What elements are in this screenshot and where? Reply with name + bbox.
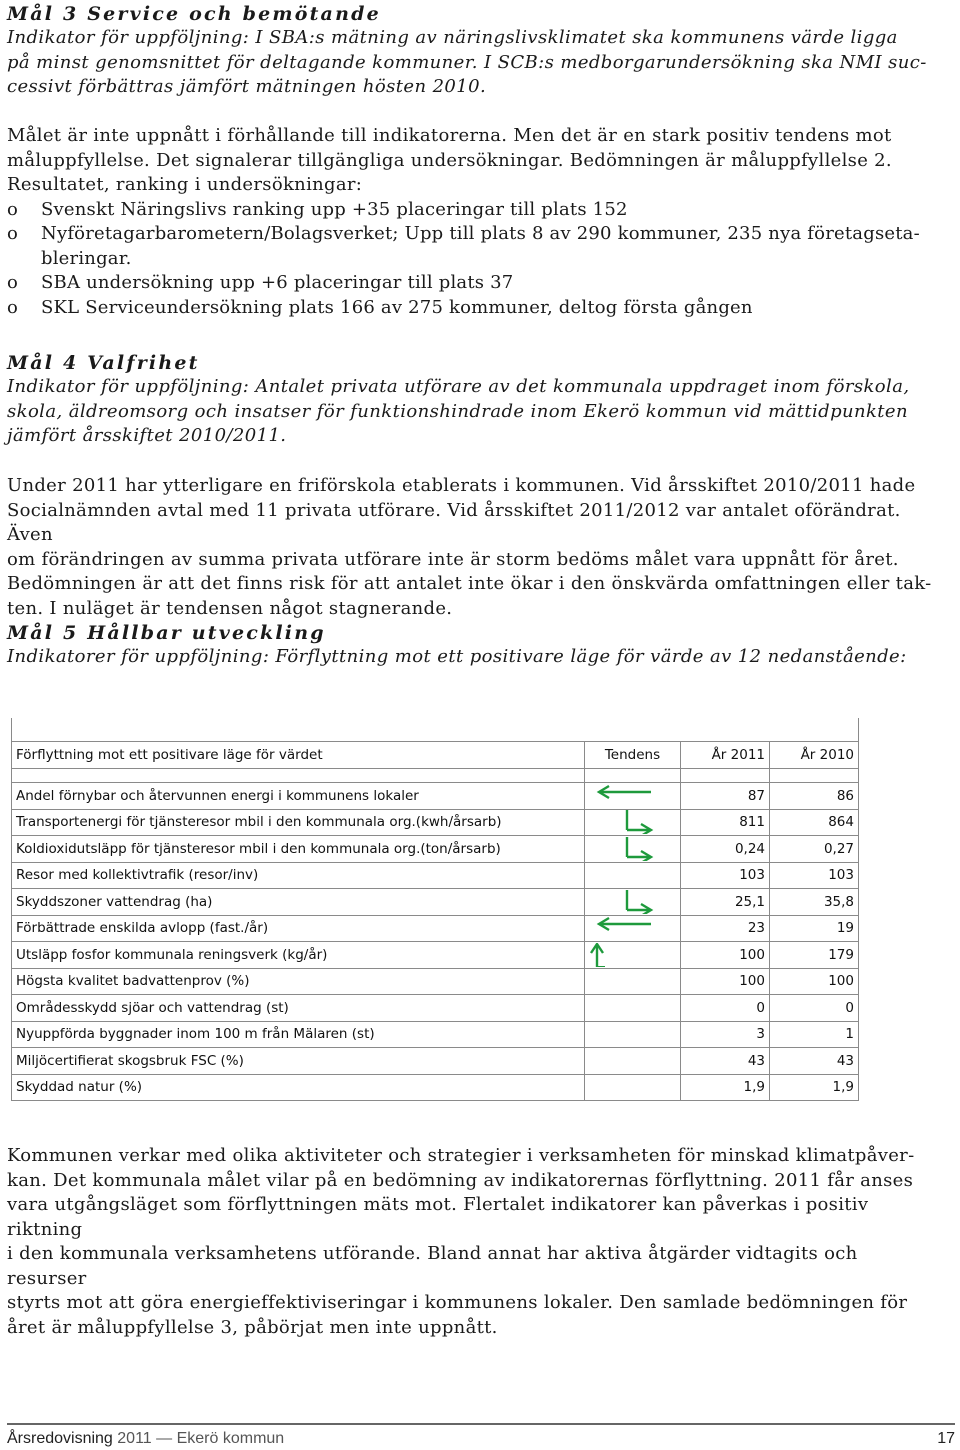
goal3-status-line: Resultatet, ranking i undersökningar: <box>7 174 363 195</box>
trend-cell <box>585 889 681 916</box>
footer-year: 2011 <box>117 1430 152 1447</box>
value-2011: 811 <box>681 809 770 836</box>
goal4-heading: Mål 4 Valfrihet <box>7 352 200 374</box>
bullet-marker: o <box>7 296 19 318</box>
table-row <box>12 915 859 942</box>
table-row <box>12 783 859 810</box>
ranking-list <box>7 198 942 321</box>
goal4-indicator-line: skola, äldreomsorg och insatser för funktionshindrade inom Ekerö kommun vid mättidpunkten <box>7 400 908 422</box>
trend-cell <box>585 862 681 889</box>
footer-title: Årsredovisning <box>7 1430 113 1447</box>
trend-cell <box>585 915 681 942</box>
trend-cell <box>585 942 681 969</box>
trend-cell <box>585 809 681 836</box>
value-2010: 43 <box>770 1048 859 1075</box>
value-2010: 0 <box>770 995 859 1022</box>
indicator-name: Skyddad natur (%) <box>12 1074 585 1101</box>
indicator-name: Resor med kollektivtrafik (resor/inv) <box>12 862 585 889</box>
value-2010: 86 <box>770 783 859 810</box>
goal3-section <box>7 2 942 100</box>
ranking-text: bleringar. <box>41 247 132 269</box>
table-row <box>12 809 859 836</box>
trend-arrow-up-icon <box>585 943 680 967</box>
trend-cell <box>585 836 681 863</box>
bullet-marker: o <box>7 272 19 293</box>
value-2010: 864 <box>770 809 859 836</box>
trend-arrow-down-icon <box>585 837 680 861</box>
ranking-list-item <box>7 271 942 296</box>
trend-arrow-down-icon <box>585 890 680 914</box>
trend-cell <box>585 1021 681 1048</box>
bullet-marker: o <box>7 198 19 220</box>
trend-cell <box>585 995 681 1022</box>
table-gap <box>12 769 859 783</box>
footer-divider <box>7 1423 955 1425</box>
table-top-spacer <box>12 718 859 742</box>
goal5-indicator: Indikatorer för uppföljning: Förflyttning mot ett positivare läge för värde av 12 nedanstående: <box>7 646 907 667</box>
closing-paragraph <box>7 1144 942 1340</box>
value-2010: 103 <box>770 862 859 889</box>
table-header-row <box>12 742 859 769</box>
goal4-body-line: Under 2011 har ytterligare en friförskola etablerats i kommunen. Vid årsskiftet 2010/2011 hade <box>7 475 916 496</box>
table-row <box>12 968 859 995</box>
value-2011: 100 <box>681 968 770 995</box>
trend-arrow-down-icon <box>585 810 680 834</box>
indicator-name: Högsta kvalitet badvattenprov (%) <box>12 968 585 995</box>
closing-line: Kommunen verkar med olika aktiviteter och strategier i verksamheten för minskad klimatpåver- <box>7 1145 915 1166</box>
goal3-heading: Mål 3 Service och bemötande <box>7 3 381 25</box>
trend-arrow-left-icon <box>585 784 680 808</box>
goal3-indicator-line: cessivt förbättras jämfört mätningen hösten 2010. <box>7 76 487 97</box>
value-2011: 100 <box>681 942 770 969</box>
goal4-indicator-line: Indikator för uppföljning: Antalet privata utförare av det kommunala uppdraget inom förskola, <box>7 376 910 397</box>
indicator-name: Förbättrade enskilda avlopp (fast./år) <box>12 915 585 942</box>
trend-cell <box>585 968 681 995</box>
ranking-text: SBA undersökning upp +6 placeringar till plats 37 <box>41 272 514 293</box>
header-indicator: Förflyttning mot ett positivare läge för värdet <box>12 742 585 769</box>
closing-line: året är måluppfyllelse 3, påbörjat men inte uppnått. <box>7 1316 498 1338</box>
footer-publication <box>7 1430 284 1448</box>
trend-cell <box>585 1074 681 1101</box>
header-year-2011: År 2011 <box>681 742 770 769</box>
indicator-name: Koldioxidutsläpp för tjänsteresor mbil i den kommunala org.(ton/årsarb) <box>12 836 585 863</box>
value-2011: 23 <box>681 915 770 942</box>
goal3-status-line: Målet är inte uppnått i förhållande till indikatorerna. Men det är en stark positiv tendens mot <box>7 125 892 146</box>
goal4-body-line: om förändringen av summa privata utförare inte är storm bedöms målet vara uppnått för året. <box>7 548 899 570</box>
goal5-section <box>7 621 942 670</box>
value-2010: 1 <box>770 1021 859 1048</box>
closing-line: vara utgångsläget som förflyttningen mäts mot. Flertalet indikatorer kan påverkas i positiv riktning <box>7 1194 869 1240</box>
indicator-name: Skyddszoner vattendrag (ha) <box>12 889 585 916</box>
ranking-list-item <box>7 198 942 223</box>
ranking-text: Svenskt Näringslivs ranking upp +35 placeringar till plats 152 <box>41 198 628 220</box>
value-2010: 0,27 <box>770 836 859 863</box>
goal4-indicator-line: jämfört årsskiftet 2010/2011. <box>7 425 287 446</box>
value-2011: 87 <box>681 783 770 810</box>
value-2010: 100 <box>770 968 859 995</box>
ranking-text: SKL Serviceundersökning plats 166 av 275 kommuner, deltog första gången <box>41 296 753 318</box>
table-row <box>12 1048 859 1075</box>
trend-cell <box>585 783 681 810</box>
indicator-name: Andel förnybar och återvunnen energi i kommunens lokaler <box>12 783 585 810</box>
footer-org: Ekerö kommun <box>176 1430 285 1447</box>
indicator-name: Transportenergi för tjänsteresor mbil i den kommunala org.(kwh/årsarb) <box>12 809 585 836</box>
header-trend: Tendens <box>585 742 681 769</box>
indicator-name: Nyuppförda byggnader inom 100 m från Mälaren (st) <box>12 1021 585 1048</box>
value-2011: 0,24 <box>681 836 770 863</box>
goal3-status-line: måluppfyllelse. Det signalerar tillgängliga undersökningar. Bedömningen är måluppfyllelse 2. <box>7 149 892 171</box>
value-2011: 3 <box>681 1021 770 1048</box>
bullet-marker: o <box>7 223 19 244</box>
table-row <box>12 862 859 889</box>
ranking-list-item <box>7 296 942 321</box>
table-row <box>12 1074 859 1101</box>
table-row <box>12 995 859 1022</box>
goal4-body-line: Socialnämnden avtal med 11 privata utförare. Vid årsskiftet 2011/2012 var antalet oförändrat. Även <box>7 499 901 545</box>
table-row <box>12 889 859 916</box>
value-2010: 179 <box>770 942 859 969</box>
indicator-name: Utsläpp fosfor kommunala reningsverk (kg/år) <box>12 942 585 969</box>
goal3-status <box>7 124 942 320</box>
table-row <box>12 942 859 969</box>
goal5-heading: Mål 5 Hållbar utveckling <box>7 622 326 644</box>
value-2011: 1,9 <box>681 1074 770 1101</box>
header-year-2010: År 2010 <box>770 742 859 769</box>
goal4-body <box>7 474 942 621</box>
goal4-body-line: ten. I nuläget är tendensen något stagnerande. <box>7 597 453 619</box>
value-2011: 0 <box>681 995 770 1022</box>
goal3-indicator-line: på minst genomsnittet för deltagande kommuner. I SCB:s medborgarundersökning ska NMI suc- <box>7 51 927 73</box>
trend-cell <box>585 1048 681 1075</box>
value-2010: 1,9 <box>770 1074 859 1101</box>
page-number: 17 <box>937 1430 955 1447</box>
table-row <box>12 1021 859 1048</box>
ranking-list-item <box>7 222 942 271</box>
value-2010: 19 <box>770 915 859 942</box>
indicator-table <box>11 718 859 1101</box>
value-2011: 25,1 <box>681 889 770 916</box>
goal4-body-line: Bedömningen är att det finns risk för att antalet inte ökar i den önskvärda omfattningen eller tak- <box>7 573 932 594</box>
value-2011: 43 <box>681 1048 770 1075</box>
closing-line: kan. Det kommunala målet vilar på en bedömning av indikatorernas förflyttning. 2011 får anses <box>7 1169 914 1191</box>
closing-line: i den kommunala verksamhetens utförande. Bland annat har aktiva åtgärder vidtagits och resurser <box>7 1243 858 1289</box>
footer-dash: — <box>156 1430 173 1447</box>
ranking-text: Nyföretagarbarometern/Bolagsverket; Upp till plats 8 av 290 kommuner, 235 nya företagseta- <box>41 223 920 244</box>
table-row <box>12 836 859 863</box>
closing-line: styrts mot att göra energieffektiviseringar i kommunens lokaler. Den samlade bedömningen för <box>7 1292 908 1313</box>
indicator-name: Områdesskydd sjöar och vattendrag (st) <box>12 995 585 1022</box>
value-2010: 35,8 <box>770 889 859 916</box>
value-2011: 103 <box>681 862 770 889</box>
indicator-name: Miljöcertifierat skogsbruk FSC (%) <box>12 1048 585 1075</box>
goal3-indicator-line: Indikator för uppföljning: I SBA:s mätning av näringslivsklimatet ska kommunens värde ligga <box>7 27 898 48</box>
goal4-section <box>7 351 942 449</box>
trend-arrow-left-icon <box>585 916 680 940</box>
